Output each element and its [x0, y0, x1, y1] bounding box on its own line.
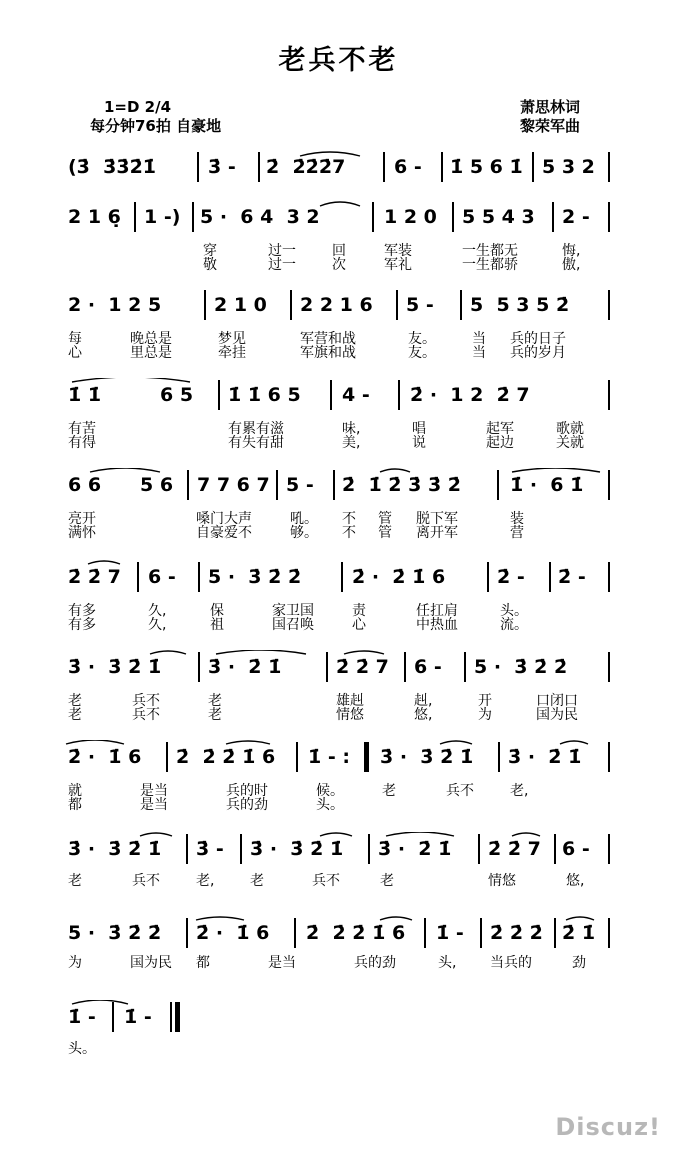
- lyric: 老: [208, 707, 222, 723]
- lyric: 有失有甜: [228, 435, 284, 451]
- lyric: 悠,: [566, 873, 585, 889]
- measure: 2̇ 2̇2̇2̇7: [266, 156, 346, 178]
- lyric: 雄赳: [336, 693, 364, 709]
- measure: 3̇ · 3̇ 2̇ 1̇: [68, 838, 162, 860]
- measure: 7 7 6 7: [197, 474, 270, 496]
- lyric: 有多: [68, 603, 96, 619]
- measure: 3̇ · 3̇ 2̇ 1̇: [380, 746, 474, 768]
- lyric: 兵的日子: [510, 331, 566, 347]
- measure: 2 1 0: [214, 294, 267, 316]
- slur-marks: [0, 560, 677, 600]
- lyric: 次: [332, 257, 346, 273]
- lyric: 兵的劲: [354, 955, 396, 971]
- measure: 5 · 6 4 3 2: [200, 206, 320, 228]
- measure: 2̇ · 1̇ 6: [196, 922, 270, 944]
- barline: [396, 290, 398, 320]
- lyric: 亮开: [68, 511, 96, 527]
- lyric: 军旗和战: [300, 345, 356, 361]
- measure: 1̇ 1̇ 6 5: [228, 384, 301, 406]
- lyric: 国召唤: [272, 617, 314, 633]
- lyric: 是当: [140, 783, 168, 799]
- lyric: 起边: [486, 435, 514, 451]
- lyric: 有苦: [68, 421, 96, 437]
- lyric: 军营和战: [300, 331, 356, 347]
- tempo-note: 每分钟76拍 自豪地: [90, 117, 222, 135]
- lyric: 当兵的: [490, 955, 532, 971]
- lyric: 离开军: [416, 525, 458, 541]
- lyric: 歌就: [556, 421, 584, 437]
- slur-marks: [0, 468, 677, 508]
- measure: 2̇ 1̇: [562, 922, 596, 944]
- lyric: 家卫国: [272, 603, 314, 619]
- measure: 5 · 3̇ 2̇ 2̇: [68, 922, 162, 944]
- lyric: 满怀: [68, 525, 96, 541]
- lyric: 军礼: [384, 257, 412, 273]
- measure: 5 · 3̇ 2̇ 2̇: [208, 566, 302, 588]
- measure: 1̇ 5 6 1̇: [450, 156, 523, 178]
- lyric: 嗓门大声: [196, 511, 252, 527]
- lyric: 管: [378, 511, 392, 527]
- measure: 2̇ 2̇ 7: [68, 566, 121, 588]
- lyric: 都: [68, 797, 82, 813]
- lyric: 敬: [203, 257, 217, 273]
- lyric: 任扛肩: [416, 603, 458, 619]
- lyric: 兵不: [132, 707, 160, 723]
- slur-marks: [0, 740, 677, 780]
- notes-row: [0, 288, 677, 318]
- lyric: 有累有滋: [228, 421, 284, 437]
- lyric: 祖: [210, 617, 224, 633]
- lyric: 久,: [148, 603, 167, 619]
- measure: 2̇ 2̇ 2̇: [490, 922, 543, 944]
- staff-system-3: [0, 288, 677, 383]
- measure: 2̇ -: [558, 566, 586, 588]
- measure: 4 -: [342, 384, 370, 406]
- measure: 6 -: [148, 566, 176, 588]
- staff-system-4: [0, 378, 677, 473]
- measure: 2 2 1 6: [300, 294, 373, 316]
- lyric: 老: [68, 873, 82, 889]
- measure: 5 6: [140, 474, 174, 496]
- staff-system-11: [0, 1000, 677, 1095]
- measure: 2̇ · 1 2 2̇ 7: [410, 384, 530, 406]
- lyric: 有多: [68, 617, 96, 633]
- song-meta-left: [90, 98, 221, 136]
- measure: 6 -: [414, 656, 442, 678]
- measure: 2 · 1 2 5: [68, 294, 162, 316]
- song-title: 老兵不老: [278, 45, 399, 76]
- song-meta-right: [520, 98, 580, 136]
- slur-marks: [0, 150, 677, 190]
- barline: [204, 290, 206, 320]
- lyric: 牵挂: [218, 345, 246, 361]
- barline: [290, 290, 292, 320]
- lyric: 唱: [412, 421, 426, 437]
- slur-marks: [0, 916, 677, 956]
- lyric: 就: [68, 783, 82, 799]
- lyric: 一生都骄: [462, 257, 518, 273]
- staff-system-7: [0, 650, 677, 745]
- measure: 3̇ · 2̇ 1̇: [508, 746, 582, 768]
- lyric: 自豪爱不: [196, 525, 252, 541]
- measure: 2̇ · 1̇ 6: [68, 746, 142, 768]
- composer: 黎荣军曲: [520, 117, 581, 135]
- lyric: 过一: [268, 257, 296, 273]
- measure: 5 · 3̇ 2̇ 2̇: [474, 656, 568, 678]
- lyric: 悔,: [562, 243, 581, 259]
- lyric: 悠,: [414, 707, 433, 723]
- measure: 5 -: [286, 474, 314, 496]
- measure: 1̇ -: [124, 1006, 152, 1028]
- slur-marks: [0, 1000, 677, 1040]
- barline: [608, 290, 610, 320]
- measure: 1̇ - :: [308, 746, 350, 768]
- lyric: 关就: [556, 435, 584, 451]
- lyric: 一生都无: [462, 243, 518, 259]
- lyric: 不: [342, 525, 356, 541]
- measure: 3̇ -: [208, 156, 236, 178]
- lyric: 老,: [196, 873, 215, 889]
- lyric: 头。: [316, 797, 344, 813]
- lyric: 当: [472, 345, 486, 361]
- lyric: 老: [68, 693, 82, 709]
- lyric: 兵不: [312, 873, 340, 889]
- lyric: 头。: [500, 603, 528, 619]
- lyric: 头,: [438, 955, 457, 971]
- lyric: 为: [68, 955, 82, 971]
- staff-system-2: [0, 200, 677, 295]
- measure: 2̇ 2̇ 7: [488, 838, 541, 860]
- slur-marks: [0, 378, 677, 418]
- lyric: 老: [250, 873, 264, 889]
- watermark: Discuz!: [555, 1113, 661, 1141]
- staff-system-5: [0, 468, 677, 563]
- lyric: 管: [378, 525, 392, 541]
- lyric: 情悠: [336, 707, 364, 723]
- lyric: 装: [510, 511, 524, 527]
- lyric: 兵不: [132, 873, 160, 889]
- measure: 3̇ -: [196, 838, 224, 860]
- staff-system-8: [0, 740, 677, 835]
- lyric: 傲,: [562, 257, 581, 273]
- measure: 6 5: [160, 384, 194, 406]
- lyric: 起军: [486, 421, 514, 437]
- measure: 2̇ 2̇ 2̇ 1̇ 6: [306, 922, 406, 944]
- staff-system-6: [0, 560, 677, 655]
- measure: 3̇ · 2̇ 1̇: [378, 838, 452, 860]
- lyric: 脱下军: [416, 511, 458, 527]
- lyric: 每: [68, 331, 82, 347]
- slur-marks: [0, 832, 677, 872]
- lyric: 老: [68, 707, 82, 723]
- slur-marks: [0, 650, 677, 690]
- lyric: 当: [472, 331, 486, 347]
- lyric: 兵不: [132, 693, 160, 709]
- lyric: 梦见: [218, 331, 246, 347]
- lyric: 吼。: [290, 511, 318, 527]
- measure: 5 -: [406, 294, 434, 316]
- measure: 1̇ · 6 1̇: [510, 474, 584, 496]
- lyric: 营: [510, 525, 524, 541]
- lyric: 久,: [148, 617, 167, 633]
- lyric: 军装: [384, 243, 412, 259]
- measure: 1̇ -: [436, 922, 464, 944]
- measure: 2 -: [562, 206, 590, 228]
- measure: 2̇ 2̇ 2̇ 1̇ 6: [176, 746, 276, 768]
- lyric: 国为民: [130, 955, 172, 971]
- lyric: 开: [478, 693, 492, 709]
- measure: 1̇ -: [68, 1006, 96, 1028]
- measure: 2 1 6̣: [68, 206, 121, 228]
- barline: [460, 290, 462, 320]
- measure: 5 5 3 5 2̇: [470, 294, 570, 316]
- lyric: 说: [412, 435, 426, 451]
- lyric: 不: [342, 511, 356, 527]
- lyric: 中热血: [416, 617, 458, 633]
- lyric: 国为民: [536, 707, 578, 723]
- lyric: 是当: [268, 955, 296, 971]
- lyric: 候。: [316, 783, 344, 799]
- lyric: 是当: [140, 797, 168, 813]
- lyric: 心: [352, 617, 366, 633]
- lyric: 够。: [290, 525, 318, 541]
- lyric: 兵的时: [226, 783, 268, 799]
- lyric: 里总是: [130, 345, 172, 361]
- lyric: 友。: [408, 331, 436, 347]
- measure: 3̇ · 3̇ 2̇ 1̇: [68, 656, 162, 678]
- measure: 3̇ · 3̇ 2̇ 1̇: [250, 838, 344, 860]
- lyric: 劲: [572, 955, 586, 971]
- lyric: 回: [332, 243, 346, 259]
- lyric: 为: [478, 707, 492, 723]
- measure: 1 2 0: [384, 206, 437, 228]
- lyricist: 萧思林词: [520, 98, 581, 116]
- lyric: 心: [68, 345, 82, 361]
- lyric: 兵的岁月: [510, 345, 566, 361]
- lyric: 老: [382, 783, 396, 799]
- measure: 6 -: [562, 838, 590, 860]
- lyric: 有得: [68, 435, 96, 451]
- staff-system-10: [0, 916, 677, 1011]
- measure: 1̇ 1̇: [68, 384, 102, 406]
- lyric: 兵的劲: [226, 797, 268, 813]
- lyric: 头。: [68, 1041, 96, 1057]
- measure: 2̇ · 2̇ 1̇ 6: [352, 566, 446, 588]
- lyric: 兵不: [446, 783, 474, 799]
- measure: 1 -): [144, 206, 181, 228]
- measure: 3̇ · 2̇ 1̇: [208, 656, 282, 678]
- lyric: 情悠: [488, 873, 516, 889]
- measure: 2̇ 1̇ 2̇ 3̇ 3̇ 2̇: [342, 474, 462, 496]
- lyric: 流。: [500, 617, 528, 633]
- key-time-signature: 1=D 2/4: [104, 98, 172, 116]
- lyric: 美,: [342, 435, 361, 451]
- lyric: 穿: [203, 243, 217, 259]
- slur-marks: [0, 200, 677, 240]
- measure: 2̇ -: [497, 566, 525, 588]
- measure: (3̇ 3̇3̇2̇1̇: [68, 156, 157, 178]
- lyric: 老: [380, 873, 394, 889]
- staff-system-9: [0, 832, 677, 927]
- lyric: 保: [210, 603, 224, 619]
- lyric: 老,: [510, 783, 529, 799]
- lyric: 老: [208, 693, 222, 709]
- lyric: 友。: [408, 345, 436, 361]
- measure: 5 5 4 3: [462, 206, 535, 228]
- lyric: 都: [196, 955, 210, 971]
- measure: 5 3 2: [542, 156, 595, 178]
- lyric: 责: [352, 603, 366, 619]
- measure: 2̇ 2̇ 7: [336, 656, 389, 678]
- measure: 6 -: [394, 156, 422, 178]
- lyric: 过一: [268, 243, 296, 259]
- measure: 6 6: [68, 474, 102, 496]
- lyric: 晚总是: [130, 331, 172, 347]
- lyric: 赳,: [414, 693, 433, 709]
- lyric: 口闭口: [536, 693, 578, 709]
- lyric: 味,: [342, 421, 361, 437]
